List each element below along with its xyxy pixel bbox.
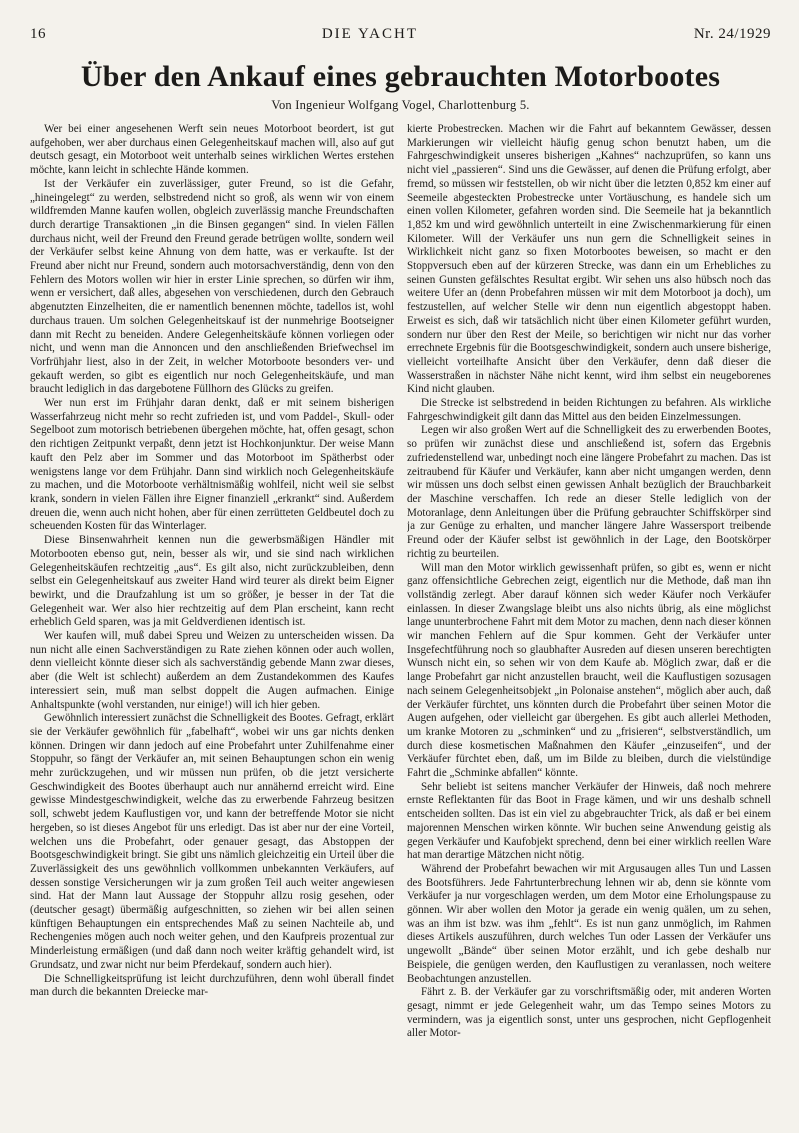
paragraph: Wer bei einer angesehenen Werft sein neues Motorboot beordert, ist gut aufgehoben, wer aber durchaus einen Gelegenheitskauf machen will, also auf gut deutsch gesagt, ein Motorboot weit unterhalb seines wirklichen Wertes erstehen möchte, kann leicht in schlechte Hände kommen. — [30, 123, 394, 177]
left-column — [30, 123, 394, 1103]
article-title: Über den Ankauf eines gebrauchten Motorbootes — [80, 60, 721, 93]
paragraph: Während der Probefahrt bewachen wir mit Argusaugen alles Tun und Lassen des Bootsführers. Jede Fahrtunterbrechung lehnen wir ab, denn sie könnte vom Verkäufer ja nur vorgeschlagen werden, um dem Motor eine Erholungspause zu gönnen. Wir aber wollen den Motor ja gerade ein wenig quälen, um zu sehen, was an ihm ist bzw. was ihm „fehlt“. Es ist nun ganz unmöglich, im Rahmen dieses Artikels auszuführen, durch welches Tun oder Lassen der Verkäufer uns ungewollt „Bände“ über seinen Motor erzählt, und ich gebe deshalb nur Beispiele, die genügen werden, den Kauflustigen zu veranlassen, noch weitere Beobachtungen anzustellen. — [407, 862, 771, 985]
paragraph: Legen wir also großen Wert auf die Schnelligkeit des zu erwerbenden Bootes, so prüfen wir zunächst diese und anschließend ist, sofern das Ergebnis zufriedenstellend war, unbedingt noch eine längere Probefahrt zu machen. Das ist zeitraubend für Käufer und Verkäufer, kann aber nicht umgangen werden, denn wir müssen uns doch selbst einen gewissen Anhalt bezüglich der Brauchbarkeit der Maschine verschaffen. Ich rede an dieser Stelle lediglich von der Motoranlage, denn Anleitungen über die Prüfung gebrauchter Schiffskörper sind ja zur Genüge zu erhalten, und mancher längere Jahre Wassersport treibende Freund oder der Käufer selbst ist gewöhnlich in der Lage, den Bootskörper richtig zu beurteilen. — [407, 424, 771, 560]
right-column — [407, 123, 771, 1103]
paragraph: Wer kaufen will, muß dabei Spreu und Weizen zu unterscheiden wissen. Da nun nicht alle einen Sachverständigen zu Rate ziehen können oder auch wollen, denn vielleicht könnte dieser sich als sachverständig gebende Mann zwar dieses, aber (die Welt ist schlecht) außerdem an dem Zustandekommen des Kaufes interessiert sein, muß man selbst doppelt die Augen aufmachen. Einige Anhaltspunkte (wohl verstanden, nur einige!) will ich hier geben. — [30, 630, 394, 711]
paragraph: Will man den Motor wirklich gewissenhaft prüfen, so gibt es, wenn er nicht ganz offensichtliche Gebrechen zeigt, eigentlich nur die Methode, daß man ihn vollständig zerlegt. Aber darauf können sich weder Käufer noch Verkäufer einlassen. In dieser Zwangslage bleibt uns also nichts übrig, als eine möglichst lange ununterbrochene Fahrt mit dem Motor zu machen, denn nach dieser können wir manchen Fehlern auf die Spur kommen. Geht der Verkäufer unter Insgefechtführung noch so glaubhafter Ausreden auf diesen unseren berechtigten Wunsch nicht ein, so sehen wir von dem Kaufe ab. Möglich zwar, daß er die lange Probefahrt gar nicht anzustellen braucht, weil die Kauflustigen sozusagen nach seinem Gelegenheitsobjekt „in Polonaise anstehen“, möglich aber auch, daß der Verkäufer fürchtet, uns könnten durch die Probefahrt über seinen Motor die Augen aufgehen, oder vielleicht gar übergehen. Es gibt auch allerlei Methoden, um kranke Motoren zu „schminken“ und zu „frisieren“, selbstverständlich, um durch diese kosmetischen Maßnahmen den Käufer „einzuseifen“, und der Verkäufer fürchtet eben, daß, um im Bilde zu bleiben, durch die vielstündige Fahrt die „Schminke abfallen“ könnte. — [407, 561, 771, 780]
issue-number: Nr. 24/1929 — [693, 26, 771, 42]
paragraph: kierte Probestrecken. Machen wir die Fahrt auf bekanntem Gewässer, dessen Markierungen wir vielleicht häufig genug schon benutzt haben, um die Fahrgeschwindigkeit unseres bisherigen „Kahnes“ nachzuprüfen, so kann uns nicht viel „passieren“. Sind uns die Gewässer, auf denen die Prüfung erfolgt, aber fremd, so müssen wir feststellen, ob wir nicht über die letzten 0,852 km einer auf Seemeile abgesteckten Probestrecke unter Vortäuschung, es handele sich um einen vollen Kilometer, gefahren worden sind. Die Seemeile hat ja bekanntlich 1,852 km und wird gewöhnlich unterteilt in eine Zwischenmarkierung für einen Kilometer. Will der Verkäufer uns nun gern die Schnelligkeit seines in Wirklichkeit nicht ganz so fixen Motorbootes beweisen, so macht er den Stoppversuch eben auf der kürzeren Strecke, was dann ein um Erhebliches zu seinen Gunsten gefälschtes Resultat ergibt. Wir sehen uns also hübsch noch das weitere Ufer an (denn Probefahren müssen wir mit dem Motorboot ja doch), um festzustellen, auf welcher Stelle wir denn nun eigentlich abgestoppt haben. Erweist es sich, daß wir tatsächlich nicht über einen Kilometer geführt wurden, sondern nur über den Rest der Meile, so berichtigen wir nicht nur das vorher errechnete Ergebnis für die Bootsgeschwindigkeit, sondern auch unsere bisherige, vielleicht vorteilhafte Ansicht über den Verkäufer, denn daß dieser die Wasserstraßen in nächster Nähe nicht kennt, wird ihm selbst ein neugeborenes Kind nicht glauben. — [407, 123, 771, 396]
paragraph: Diese Binsenwahrheit kennen nun die gewerbsmäßigen Händler mit Motorbooten ebenso gut, nein, besser als wir, und sie sind nach wirklichen Gelegenheitskäufen rechtzeitig „aus“. Es gilt also, nicht zurückzubleiben, denn selbst ein Gelegenheitskauf aus zweiter Hand wird teurer als direkt beim Eigner bewirkt, und die Draufzahlung ist um so größer, je besser in der Tat die Gelegenheit war. Wer also hier rechtzeitig auf dem Plan erscheint, kann recht erheblich Geld sparen, was ja mit Geldverdienen identisch ist. — [30, 534, 394, 629]
page-header — [30, 26, 771, 46]
paragraph: Sehr beliebt ist seitens mancher Verkäufer der Hinweis, daß noch mehrere ernste Reflektanten für das Boot in Frage kämen, und wir uns deshalb schnell entscheiden sollten. Das ist ein viel zu abgebrauchter Trick, als daß er bei einem majorennen Menschen wirken könnte. Wir buchen seine Anwendung geistig als gegen Verkäufer und Kaufobjekt sprechend, denn bei einer wirklich reellen Ware hat man derartige Mätzchen nicht nötig. — [407, 780, 771, 862]
paragraph: Die Strecke ist selbstredend in beiden Richtungen zu befahren. Als wirkliche Fahrgeschwindigkeit gilt dann das Mittel aus den beiden Einzelmessungen. — [407, 397, 771, 423]
paragraph: Fährt z. B. der Verkäufer gar zu vorschriftsmäßig oder, mit anderen Worten gesagt, nimmt er jede Gelegenheit wahr, um das Tempo seines Motors zu vermindern, was ja eigentlich sonst, unter uns gesprochen, nicht Gepflogenheit aller Motor- — [407, 986, 771, 1040]
paragraph: Gewöhnlich interessiert zunächst die Schnelligkeit des Bootes. Gefragt, erklärt sie der Verkäufer gewöhnlich für „fabelhaft“, wobei wir uns gar nichts denken können. Dringen wir dann jedoch auf eine Probefahrt unter Zuhilfenahme einer Stoppuhr, so fängt der Verkäufer an, mit seinen Behauptungen schon ein wenig mehr zurückzugehen, und wir müssen nun prüfen, ob die jetzt versicherte Geschwindigkeit des Bootes überhaupt auch nur annähernd erreicht wird. Eine gewisse Mindestgeschwindigkeit, welche das zu erwerbende Fahrzeug besitzen soll, schwebt jedem Kauflustigen vor, und kann der betreffende Motor sie nicht hergeben, so ist dieses Angebot für uns erledigt. Das ist aber nur der eine Vorteil, welchen uns die Probefahrt, oder genauer gesagt, das Abstoppen der Bootsgeschwindigkeit bringt. Sie gibt uns nämlich gleichzeitig ein Urteil über die Zuverlässigkeit des uns gewöhnlich vollkommen unbekannten Verkäufers, auf dessen sonstige Versicherungen wir ja zum großen Teil auch weiter angewiesen sind. Hat der Mann laut Aussage der Stoppuhr allzu rosig gesehen, oder (deutscher gesagt) übermäßig aufgeschnitten, so ziehen wir bei allen seinen künftigen Behauptungen ein entsprechendes Maß zu seinen Nachteile ab, und Rechengenies mögen auch noch weiter gehen, und den Kaufpreis prozentual zur Minderleistung ermäßigen (und daß dann noch weiter kräftig gehandelt wird, ist Grundsatz, und zwar nicht nur beim Pferdekauf, sondern auch hier). — [30, 712, 394, 971]
magazine-name: DIE YACHT — [321, 26, 418, 42]
article-byline: Von Ingenieur Wolfgang Vogel, Charlottenburg 5. — [271, 98, 530, 112]
article-body — [30, 123, 771, 1103]
paragraph: Wer nun erst im Frühjahr daran denkt, daß er mit seinem bisherigen Wasserfahrzeug nicht mehr so recht zufrieden ist, und vom Paddel-, Skull- oder Segelboot zum motorisch betriebenen übergehen möchte, hat, offen gesagt, schon den richtigen Zeitpunkt verpaßt, denn jetzt ist Hochkonjunktur. Der weise Mann kauft den Pelz aber im Sommer und das Motorboot im Spätherbst oder wenigstens lange vor dem Frühjahr. Dann sind wirklich noch Gelegenheitskäufe zu machen, und die Motorboote verhältnismäßig wohlfeil, nicht weil sie selbst krank, sondern in vielen Fällen ihre Eigner finanziell „erkrankt“ sind. Außerdem dreuen die, wenn auch nicht hohen, aber für einen zerrütteten Geldbeutel doch zu scheuenden Kosten für das Winterlager. — [30, 397, 394, 533]
paragraph: Die Schnelligkeitsprüfung ist leicht durchzuführen, denn wohl überall findet man durch die bekannten Dreiecke mar- — [30, 972, 394, 999]
page-number: 16 — [30, 26, 46, 42]
paragraph: Ist der Verkäufer ein zuverlässiger, guter Freund, so ist die Gefahr, „hineingelegt“ zu werden, selbstredend nicht so groß, als wenn wir von einem wildfremden Manne kaufen wollen, obgleich zuverlässig manche Freundschaften durch derartige Transaktionen „in die Binsen gegangen“ sind. In vielen Fällen durchaus nicht, weil der Freund den Freund gerade betrügen wollte, sondern weil der Verkäufer selbst keine Ahnung von dem hatte, was er verkaufte. Ist der Freund aber nicht nur Freund, sondern auch motorsachverständig, denn von den Fehlern des Motors wollen wir hier in erster Linie sprechen, so dürfen wir ihm, wenn er versichert, daß alles, abgesehen von verschiedenen, durch den Gebrauch abgenutzten Einzelheiten, die er namentlich benennen möchte, tadellos ist, wohl durchaus trauen. Um solchen Gelegenheitskauf ist der nunmehrige Bootseigner dann mit Recht zu beneiden. Andere Gelegenheitskäufe können vorliegen oder nicht, und wenn man die Annoncen und den anschließenden Briefwechsel im Vorfrühjahr liest, also in der Zeit, in welcher Motorboote besonders ver- und gekauft werden, so gibt es eigentlich nur noch Gelegenheitskäufe, und man braucht lediglich in das dargebotene Füllhorn des Glücks zu greifen. — [30, 177, 394, 396]
